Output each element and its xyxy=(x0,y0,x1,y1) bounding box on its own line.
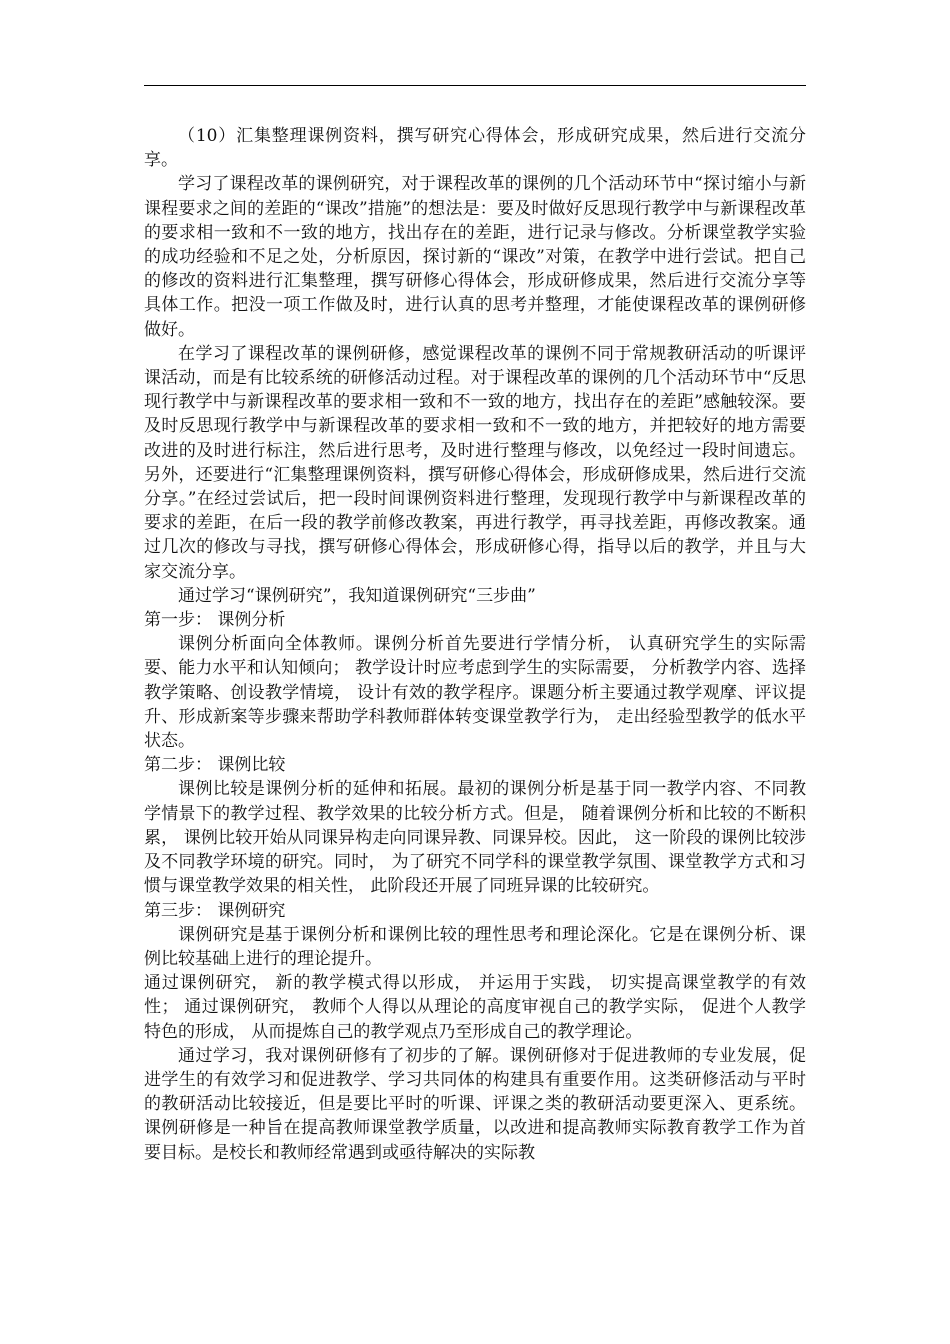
paragraph-three-steps-intro: 通过学习“课例研究”，我知道课例研究“三步曲” xyxy=(178,585,536,606)
paragraph-course-reform-study: 学习了课程改革的课例研究，对于课程改革的课例的几个活动环节中“探讨缩小与新课程要求之间的差距的“课改”措施”的想法是：要及时做好反思现行教学中与新课程改革的要求相一致和不一致的地方，找出存在的差距，进行记录与修改。分析课堂教学实验的成功经验和不足之处，分析原因，探讨新的“课改”对策，在教学中进行尝试。把自己的修改的资料进行汇集整理，撰写研修心得体会，形成研修成果，然后进行交流分享等具体工作。把没一项工作做及时，进行认真的思考并整理，才能使课程改革的课例研修做好。 xyxy=(144,174,806,340)
paragraph-step-two: 课例比较是课例分析的延伸和拓展。最初的课例分析是基于同一教学内容、不同教学情景下的教学过程、教学效果的比较分析方式。但是， 随着课例分析和比较的不断积累， 课例比较开始从同课异构走向同课异教、同课异校。因此， 这一阶段的课例比较涉及不同教学环境的研究。同时， 为了研究不同学科的课堂教学氛围、课堂教学方式和习惯与课堂教学效果的相关性， 此阶段还开展了同班异课的比较研究。 xyxy=(144,779,806,897)
paragraph-course-reform-reflection: 在学习了课程改革的课例研修，感觉课程改革的课例不同于常规教研活动的听课评课活动，而是有比较系统的研修活动过程。对于课程改革的课例的几个活动环节中“反思现行教学中与新课程改革的要求相一致和不一致的地方，找出存在的差距”感触较深。要及时反思现行教学中与新课程改革的要求相一致和不一致的地方，并把较好的地方需要改进的及时进行标注，然后进行思考，及时进行整理与修改，以免经过一段时间遗忘。另外，还要进行“汇集整理课例资料，撰写研修心得体会，形成研修成果，然后进行交流分享。”在经过尝试后，把一段时间课例资料进行整理，发现现行教学中与新课程改革的要求的差距，在后一段的教学前修改教案，再进行教学，再寻找差距，再修改教案。通过几次的修改与寻找，撰写研修心得体会，形成研修心得，指导以后的教学，并且与大家交流分享。 xyxy=(144,343,806,582)
document-body xyxy=(144,124,806,1165)
paragraph-item-10: （10）汇集整理课例资料，撰写研究心得体会，形成研究成果，然后进行交流分享。 xyxy=(144,126,806,171)
step-three-heading: 第三步： 课例研究 xyxy=(144,900,286,921)
paragraph-step-three: 课例研究是基于课例分析和课例比较的理性思考和理论深化。它是在课例分析、课例比较基础上进行的理论提升。 xyxy=(144,924,806,969)
paragraph-research-effects: 通过课例研究， 新的教学模式得以形成， 并运用于实践， 切实提高课堂教学的有效性； 通过课例研究， 教师个人得以从理论的高度审视自己的教学实际， 促进个人教学特色的形成， 从而提炼自己的教学观点乃至形成自己的教学理论。 xyxy=(144,973,806,1042)
step-two-heading: 第二步： 课例比较 xyxy=(144,755,286,776)
paragraph-step-one: 课例分析面向全体教师。课例分析首先要进行学情分析， 认真研究学生的实际需要、能力水平和认知倾向； 教学设计时应考虑到学生的实际需要， 分析教学内容、选择教学策略、创设教学情境， 设计有效的教学程序。课题分析主要通过教学观摩、评议提升、形成新案等步骤来帮助学科教师群体转变课堂教学行为， 走出经验型教学的低水平状态。 xyxy=(144,634,806,752)
paragraph-conclusion: 通过学习，我对课例研修有了初步的了解。课例研修对于促进教师的专业发展，促进学生的有效学习和促进教学、学习共同体的构建具有重要作用。这类研修活动与平时的教研活动比较接近，但是要比平时的听课、评课之类的教研活动要更深入、更系统。课例研修是一种旨在提高教师课堂教学质量，以改进和提高教师实际教育教学工作为首要目标。是校长和教师经常遇到或亟待解决的实际教 xyxy=(144,1045,806,1163)
header-rule xyxy=(144,85,806,86)
step-one-heading: 第一步： 课例分析 xyxy=(144,610,286,631)
